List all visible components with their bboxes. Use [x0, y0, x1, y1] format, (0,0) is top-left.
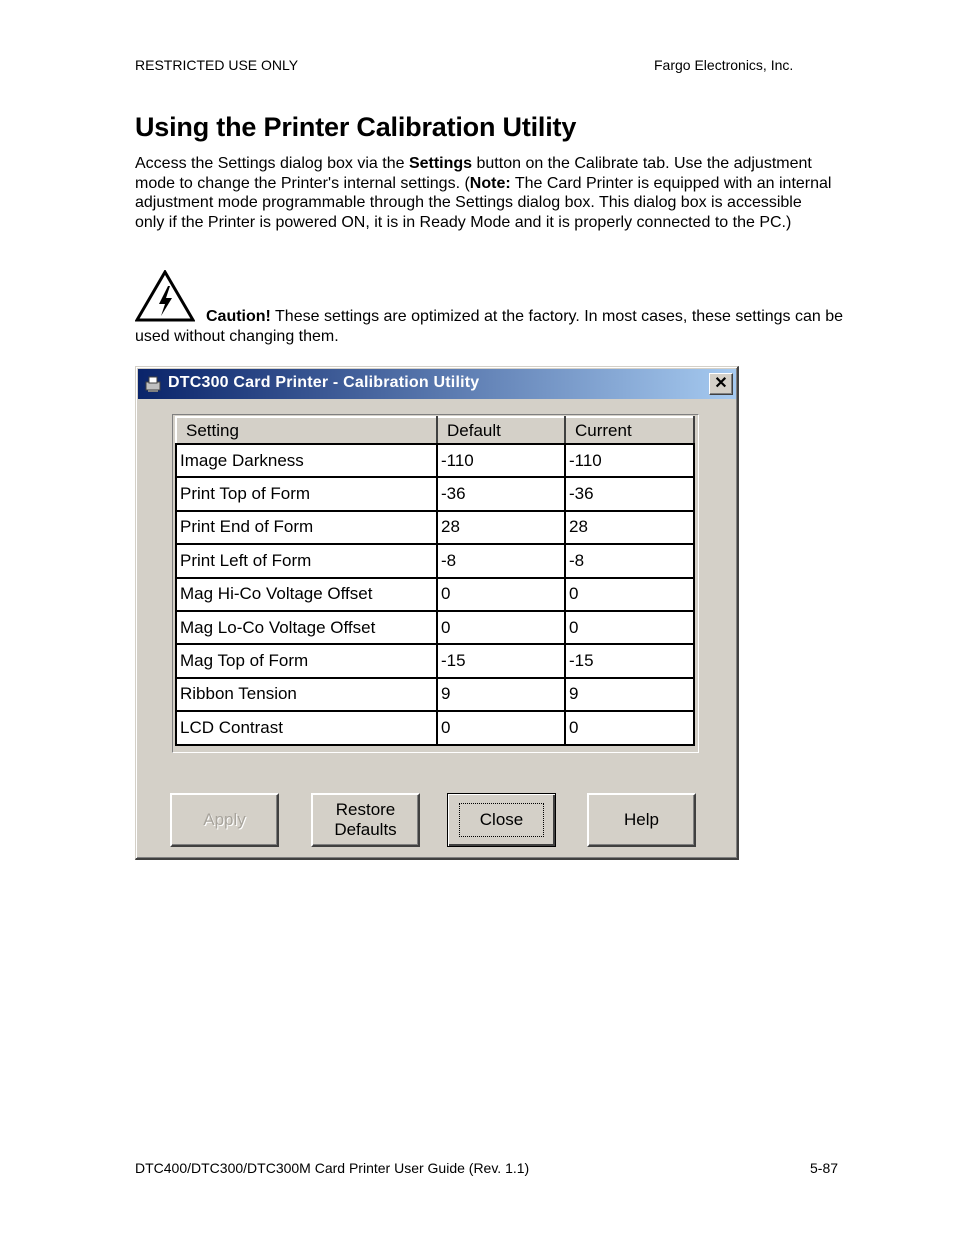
current-cell[interactable]: 0: [565, 611, 694, 644]
default-cell: -36: [437, 477, 565, 510]
grid-header-row: [176, 417, 694, 444]
table-row: [176, 678, 694, 711]
table-row: [176, 644, 694, 677]
default-cell: 0: [437, 611, 565, 644]
default-cell: 0: [437, 711, 565, 744]
setting-cell: Print End of Form: [176, 511, 437, 544]
setting-cell: Image Darkness: [176, 444, 437, 477]
printer-icon: [143, 374, 163, 394]
default-cell: -15: [437, 644, 565, 677]
restore-defaults-label: [334, 800, 396, 840]
current-cell[interactable]: -8: [565, 544, 694, 577]
intro-bold-note: Note:: [469, 174, 511, 192]
current-cell[interactable]: 0: [565, 711, 694, 744]
column-header-setting[interactable]: Setting: [176, 417, 437, 444]
default-cell: -8: [437, 544, 565, 577]
current-cell[interactable]: -36: [565, 477, 694, 510]
intro-text-2: button on the Calibrate tab. Use the adjustment mode to change the Printer's internal settings. (: [135, 155, 812, 192]
apply-button-label: Apply: [203, 810, 246, 829]
default-cell: 9: [437, 678, 565, 711]
default-cell: 0: [437, 578, 565, 611]
setting-cell: Mag Top of Form: [176, 644, 437, 677]
close-button-label: Close: [459, 803, 544, 837]
intro-text-1: Access the Settings dialog box via the: [135, 155, 409, 172]
settings-grid: [175, 416, 695, 746]
close-button[interactable]: [447, 793, 556, 847]
setting-cell: Print Left of Form: [176, 544, 437, 577]
close-icon[interactable]: ✕: [709, 373, 733, 395]
restore-line-1: Restore: [335, 800, 396, 819]
page-title: Using the Printer Calibration Utility: [135, 112, 577, 142]
help-button[interactable]: [587, 793, 696, 847]
setting-cell: LCD Contrast: [176, 711, 437, 744]
default-cell: -110: [437, 444, 565, 477]
setting-cell: Print Top of Form: [176, 477, 437, 510]
intro-paragraph: [135, 154, 835, 233]
table-row: [176, 611, 694, 644]
intro-bold-settings: Settings: [408, 155, 473, 172]
column-header-default[interactable]: Default: [437, 417, 565, 444]
table-row: [176, 477, 694, 510]
table-row: [176, 511, 694, 544]
current-cell[interactable]: -110: [565, 444, 694, 477]
restore-defaults-button[interactable]: [311, 793, 420, 847]
page-number: 5-87: [810, 1160, 839, 1176]
current-cell[interactable]: -15: [565, 644, 694, 677]
header-left: RESTRICTED USE ONLY: [135, 57, 299, 73]
dialog-titlebar[interactable]: [138, 369, 736, 399]
restore-line-2: Defaults: [334, 820, 397, 839]
apply-button[interactable]: [170, 793, 279, 847]
table-row: [176, 544, 694, 577]
column-header-current[interactable]: Current: [565, 417, 694, 444]
header-right: Fargo Electronics, Inc.: [654, 57, 794, 73]
default-cell: 28: [437, 511, 565, 544]
setting-cell: Mag Lo-Co Voltage Offset: [176, 611, 437, 644]
current-cell[interactable]: 9: [565, 678, 694, 711]
dialog-title: DTC300 Card Printer - Calibration Utility: [168, 374, 480, 391]
table-row: [176, 444, 694, 477]
setting-cell: Ribbon Tension: [176, 678, 437, 711]
caution-label: Caution!: [206, 308, 271, 325]
setting-cell: Mag Hi-Co Voltage Offset: [176, 578, 437, 611]
help-button-label: Help: [624, 810, 659, 829]
footer-left: DTC400/DTC300/DTC300M Card Printer User Guide (Rev. 1.1): [135, 1160, 530, 1176]
current-cell[interactable]: 0: [565, 578, 694, 611]
caution-text: These settings are optimized at the factory. In most cases, these settings can be used without changing them.: [135, 308, 844, 345]
table-row: [176, 711, 694, 744]
current-cell[interactable]: 28: [565, 511, 694, 544]
intro-text-3: The Card Printer is equipped with an internal adjustment mode programmable through the Settings dialog box. This dialog box is accessible only if the Printer is powered ON, it is in Ready Mode and it is properly connected to the PC.): [135, 174, 832, 232]
table-row: [176, 578, 694, 611]
caution-paragraph: [135, 307, 845, 347]
